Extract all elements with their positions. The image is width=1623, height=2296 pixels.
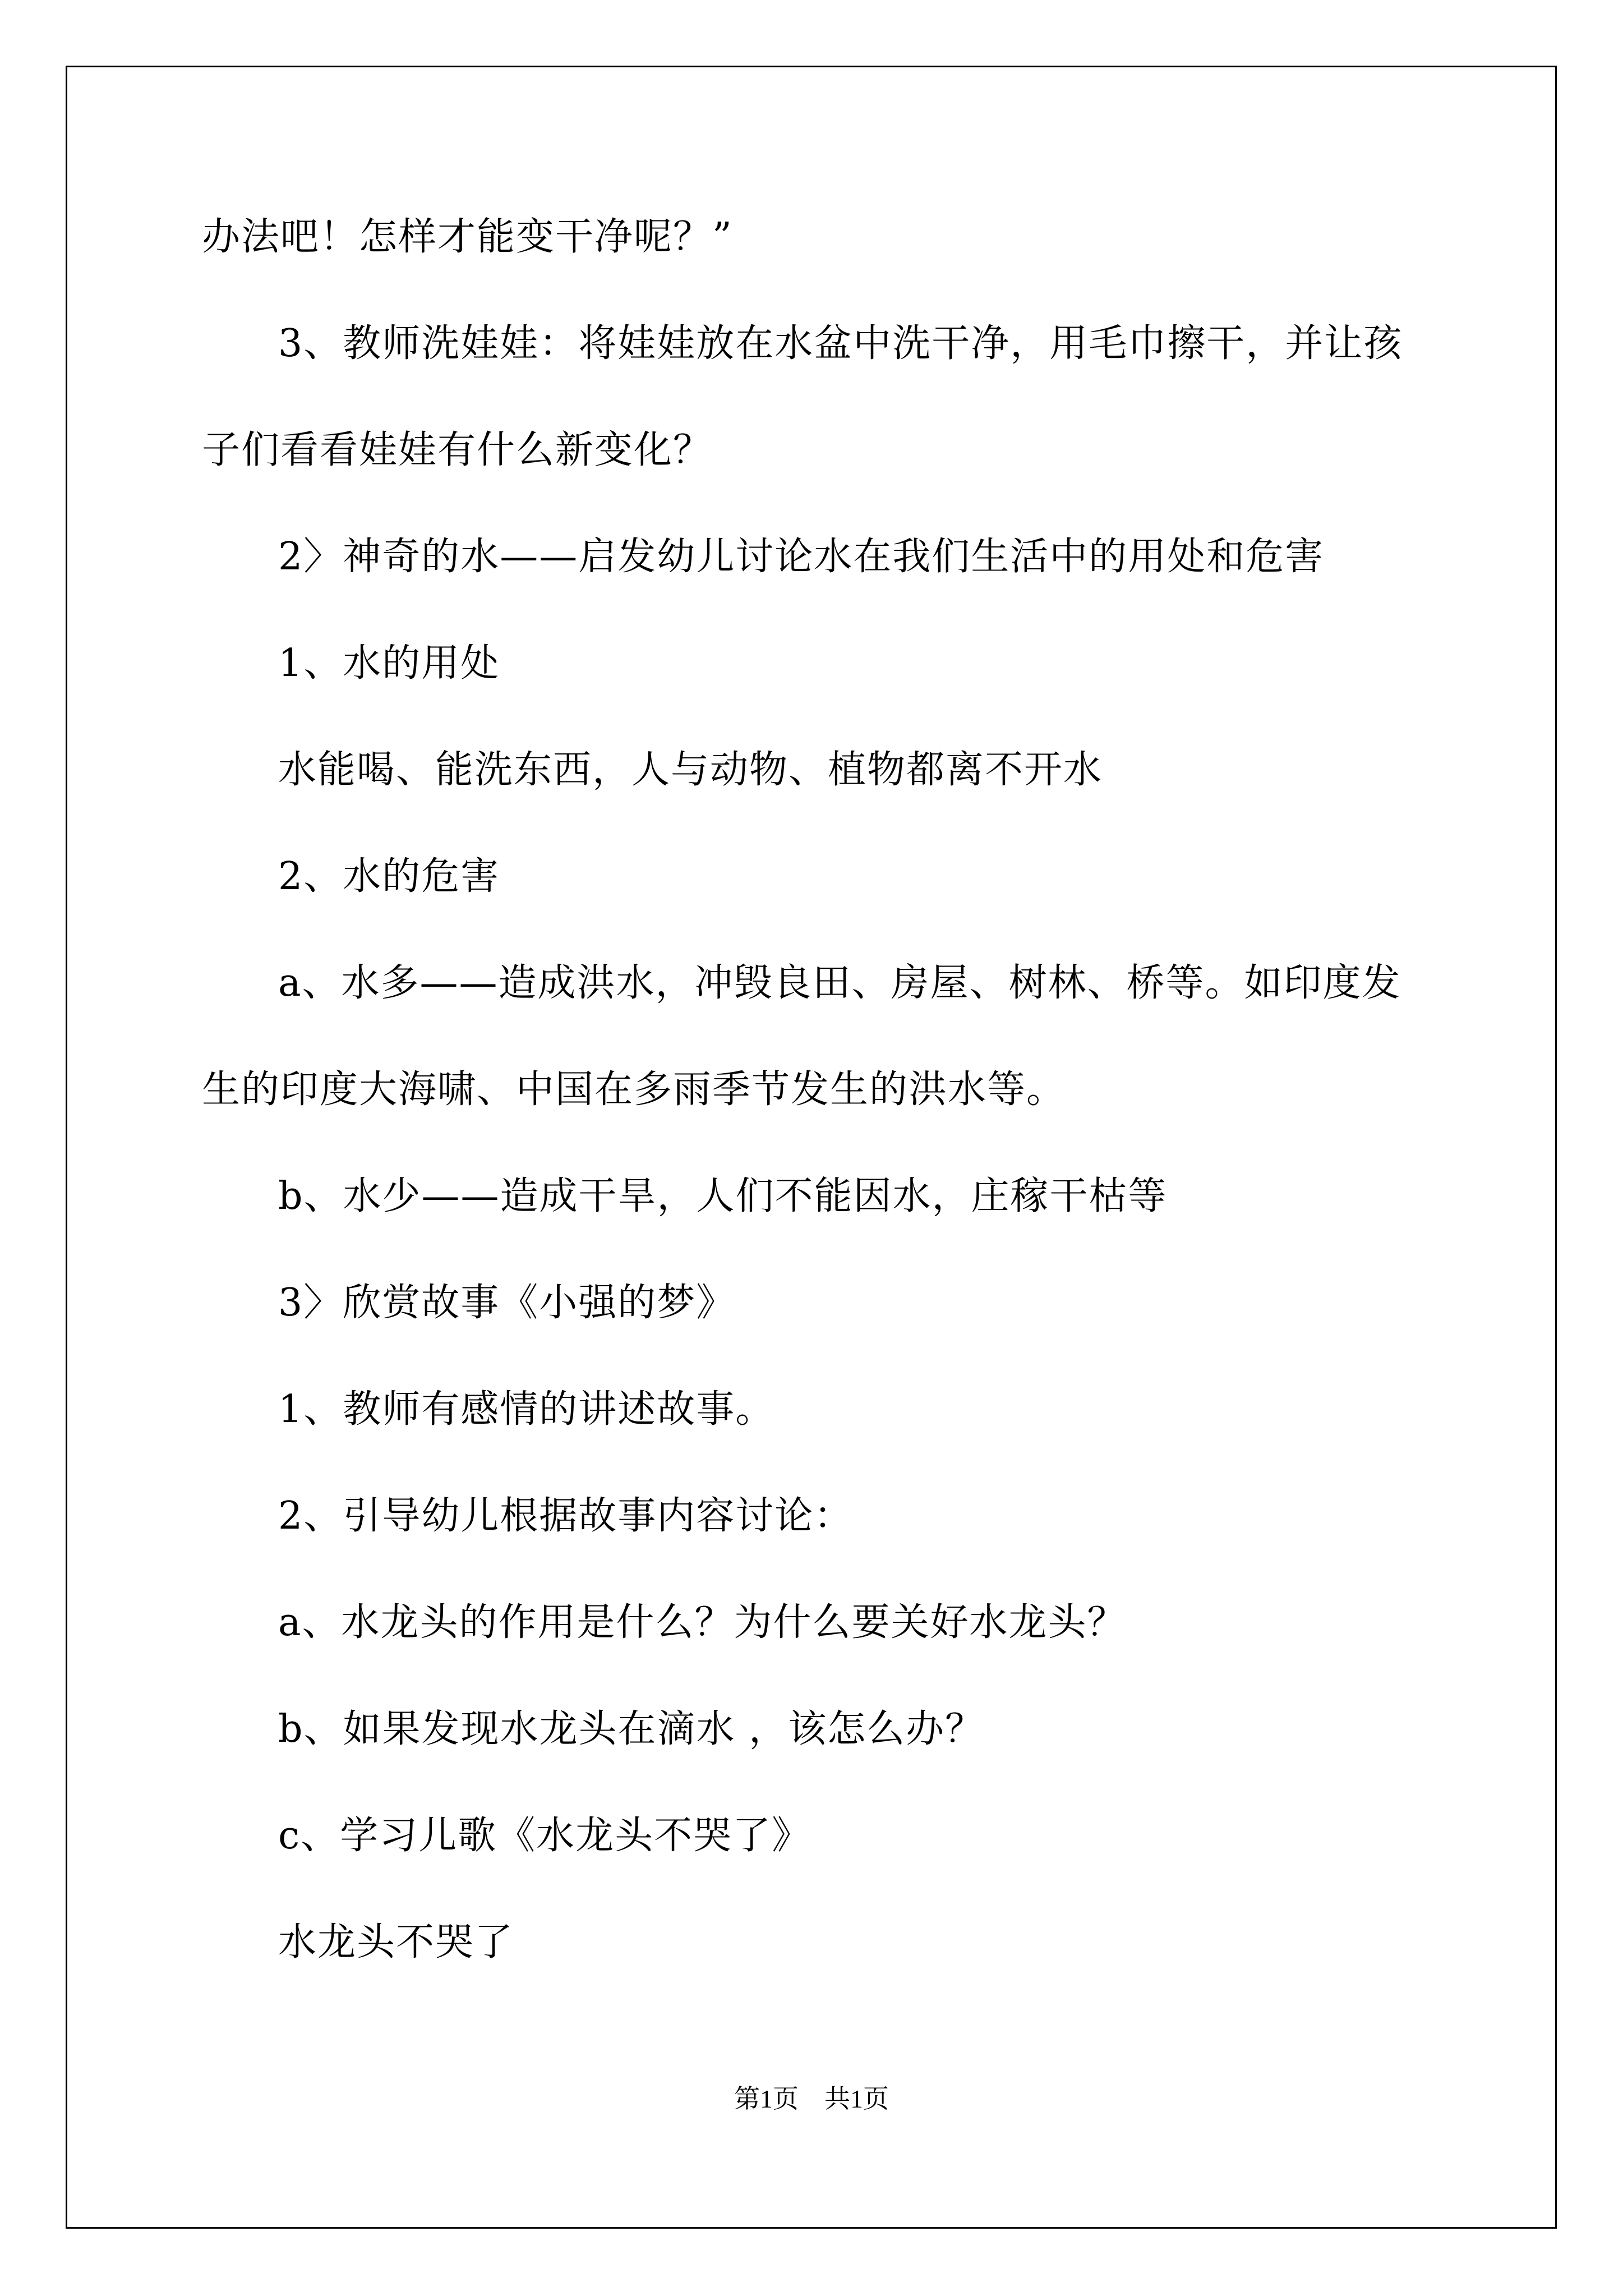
text-line-1: 办法吧！怎样才能变干净呢？” bbox=[202, 215, 733, 259]
text-line-2: 3、教师洗娃娃：将娃娃放在水盆中洗干净，用毛巾擦干，并让孩 bbox=[278, 321, 1403, 366]
text-line-10: b、水少——造成干旱，人们不能因水，庄稼干枯等 bbox=[278, 1174, 1168, 1218]
text-line-16: c、学习儿歌《水龙头不哭了》 bbox=[278, 1814, 811, 1858]
text-line-9: 生的印度大海啸、中国在多雨季节发生的洪水等。 bbox=[202, 1068, 1066, 1112]
text-line-6: 水能喝、能洗东西，人与动物、植物都离不开水 bbox=[278, 748, 1103, 792]
text-line-3: 子们看看娃娃有什么新变化？ bbox=[202, 428, 713, 472]
text-line-14: a、水龙头的作用是什么？为什么要关好水龙头？ bbox=[278, 1600, 1127, 1645]
text-line-5: 1、水的用处 bbox=[278, 641, 500, 685]
text-line-12: 1、教师有感情的讲述故事。 bbox=[278, 1387, 775, 1432]
page-border bbox=[66, 66, 1557, 2229]
text-line-13: 2、引导幼儿根据故事内容讨论： bbox=[278, 1494, 854, 1538]
text-line-15: b、如果发现水龙头在滴水 ，该怎么办？ bbox=[278, 1707, 985, 1751]
section-heading-3: 3〉欣赏故事《小强的梦》 bbox=[278, 1281, 736, 1325]
text-line-8: a、水多——造成洪水，冲毁良田、房屋、树林、桥等。如印度发 bbox=[278, 961, 1401, 1005]
text-line-7: 2、水的危害 bbox=[278, 854, 500, 899]
text-line-17: 水龙头不哭了 bbox=[278, 1920, 514, 1964]
page-footer: 第1页 共1页 bbox=[734, 2085, 889, 2113]
section-heading-2: 2〉神奇的水——启发幼儿讨论水在我们生活中的用处和危害 bbox=[278, 535, 1325, 579]
